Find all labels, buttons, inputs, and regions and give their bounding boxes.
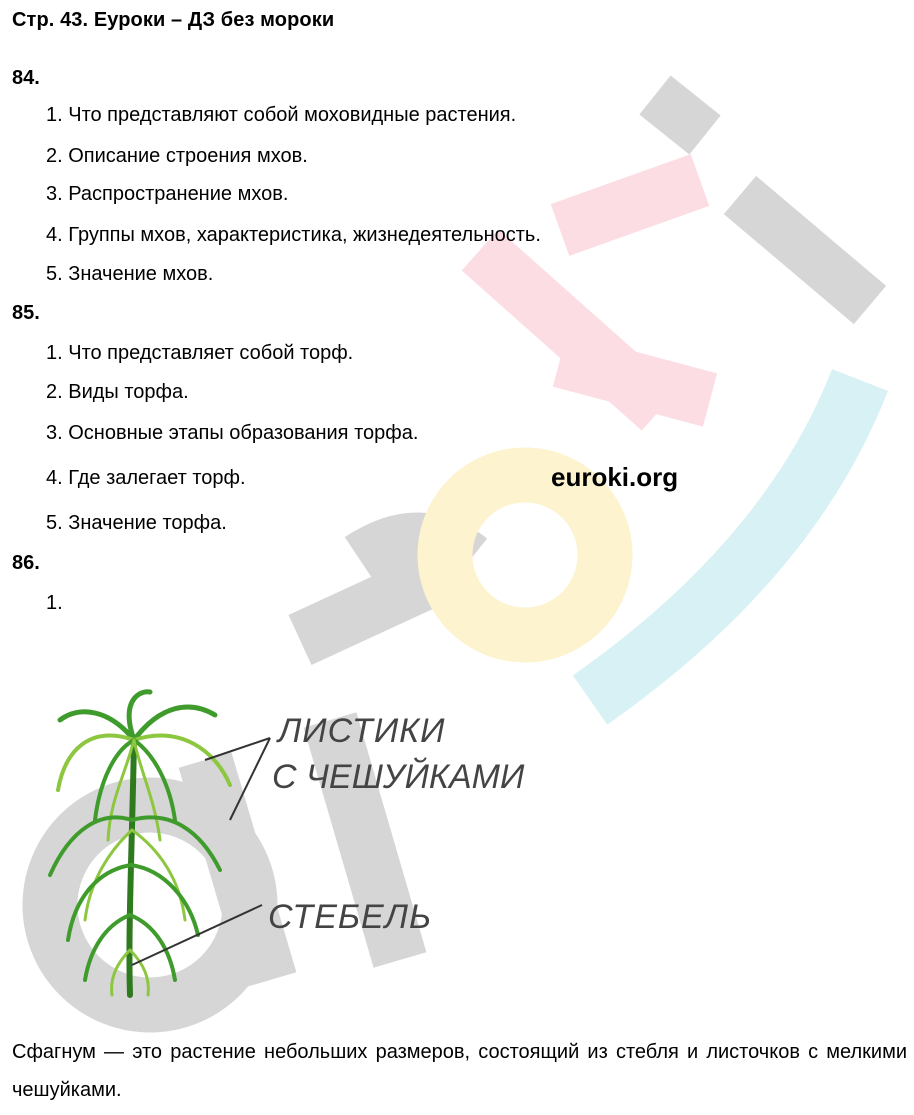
plant-illustration [50,692,230,995]
list-item: 3. Распространение мхов. [46,183,289,205]
list-item: 4. Группы мхов, характеристика, жизнедеятельность. [46,224,541,246]
label-leaves-scales: С ЧЕШУЙКАМИ [272,758,525,796]
list-item: 3. Основные этапы образования торфа. [46,422,419,444]
list-item: 2. Описание строения мхов. [46,145,308,167]
list-item: 4. Где залегает торф. [46,467,246,489]
label-leaves: ЛИСТИКИ [278,712,446,750]
page-title: Стр. 43. Еуроки – ДЗ без мороки [12,9,335,31]
list-item: 5. Значение мхов. [46,263,214,285]
label-stem: СТЕБЕЛЬ [268,898,433,936]
task-number-85: 85. [12,302,40,324]
task-number-84: 84. [12,67,40,89]
list-item: 1. Что представляют собой моховидные растения. [46,104,517,126]
task-number-86: 86. [12,552,40,574]
list-item: 2. Виды торфа. [46,381,189,403]
list-item: 1. Что представляет собой торф. [46,342,354,364]
list-item: 1. [46,592,63,614]
conclusion-text: Сфагнум — это растение небольших размеров, состоящий из стебля и листочков с мелкими чешуйками. [12,1041,907,1101]
list-item: 5. Значение торфа. [46,512,227,534]
sphagnum-drawing [30,680,540,1010]
site-label: euroki.org [551,462,679,492]
